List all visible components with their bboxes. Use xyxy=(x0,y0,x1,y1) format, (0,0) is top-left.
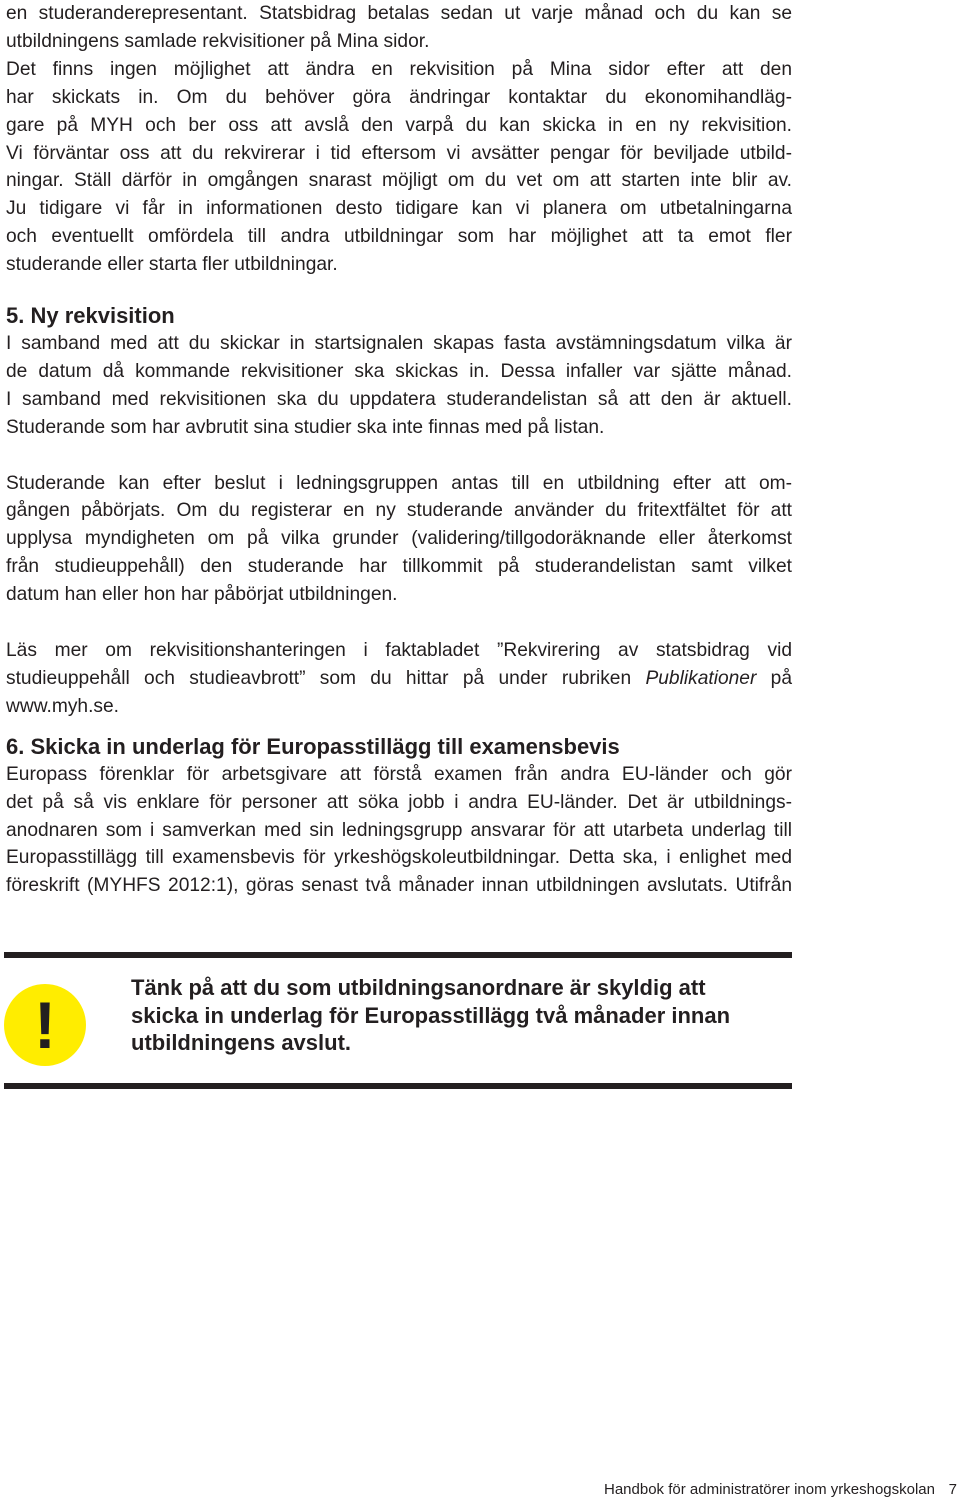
text-line: gången påbörjats. Om du registerar en ny studerande använder du fritextfältet för att xyxy=(6,500,792,522)
text-line: Europasstillägg till examensbevis för yrkeshögskoleutbildningar. Detta ska, i enlighet med xyxy=(6,847,792,869)
text-line: I samband med att du skickar in startsignalen skapas fasta avstämningsdatum vilka är xyxy=(6,333,792,355)
text-line: Vi förväntar oss att du rekvirerar i tid eftersom vi avsätter pengar för beviljade utbild- xyxy=(6,142,792,164)
text-line: Studerande kan efter beslut i ledningsgruppen antas till en utbildning efter att om- xyxy=(6,472,792,494)
text-line xyxy=(6,665,792,693)
text-line: en studeranderepresentant. Statsbidrag betalas sedan ut varje månad och du kan se xyxy=(6,3,792,24)
text-line: utbildningens avslut. xyxy=(131,1030,352,1055)
text-line: datum han eller hon har påbörjat utbildningen. xyxy=(6,584,398,606)
text-line: I samband med rekvisitionen ska du uppdatera studerandelistan så att den är aktuell. xyxy=(6,388,792,410)
website-link[interactable]: www.myh.se. xyxy=(6,695,120,717)
page-number: 7 xyxy=(948,1481,957,1498)
document-page xyxy=(6,0,792,900)
paragraph xyxy=(6,56,792,279)
text-line: skicka in underlag för Europasstillägg två månader innan xyxy=(131,1002,731,1028)
divider xyxy=(4,952,792,958)
reminder-callout xyxy=(4,952,792,1090)
text-line: Det finns ingen möjlighet att ändra en rekvisition på Mina sidor efter att den xyxy=(6,58,792,80)
text-line: från studieuppehåll) den studerande har tillkommit på studerandelistan samt vilket xyxy=(6,556,792,578)
text-line: studerande eller starta fler utbildningar. xyxy=(6,254,338,276)
divider xyxy=(4,1083,792,1089)
text-line: Europass förenklar för arbetsgivare att förstå examen från andra EU-länder och gör xyxy=(6,763,792,785)
text-line: Studerande som har avbrutit sina studier ska inte finnas med på listan. xyxy=(6,416,605,438)
publications-reference: Publikationer xyxy=(645,667,757,689)
text-line: föreskrift (MYHFS 2012:1), göras senast två månader innan utbildningen avslutats. Utifrån xyxy=(6,875,792,897)
section5-text xyxy=(6,330,792,721)
section-heading: 5. Ny rekvisition xyxy=(6,303,175,329)
text-line: gare på MYH och ber oss att avslå den varpå du kan skicka in en ny rekvisition. xyxy=(6,114,792,136)
text-fragment: på xyxy=(756,667,792,689)
paragraph xyxy=(6,470,792,610)
text-line: Ju tidigare vi får in informationen desto tidigare kan vi planera om utbetalningarna xyxy=(6,198,792,220)
text-line: upplysa myndigheten om på vilka grunder (validering/tillgodoräknande eller återkomst xyxy=(6,528,792,550)
callout-text xyxy=(131,974,791,1057)
text-line: utbildningens samlade rekvisitioner på Mina sidor. xyxy=(6,30,430,52)
footer-title: Handbok för administratörer inom yrkeshogskolan xyxy=(604,1481,935,1498)
text-line: de datum då kommande rekvisitioner ska skickas in. Dessa infaller var sjätte månad. xyxy=(6,360,792,382)
text-line: det på så vis enklare för personer att söka jobb i andra EU-länder. Det är utbildnings- xyxy=(6,791,792,813)
paragraph xyxy=(6,330,792,442)
text-line: Läs mer om rekvisitionshanteringen i faktabladet ”Rekvirering av statsbidrag vid xyxy=(6,640,792,661)
text-line: anodnaren som i samverkan med sin ledningsgrupp ansvarar för att utarbeta underlag till xyxy=(6,819,792,841)
paragraph xyxy=(6,0,792,56)
text-fragment: studieuppehåll och studieavbrott” som du hittar på under rubriken xyxy=(6,667,646,689)
exclamation-icon: ! xyxy=(4,984,86,1066)
intro-text xyxy=(6,0,792,279)
section6-text xyxy=(6,761,792,901)
paragraph xyxy=(6,761,792,901)
section-heading: 6. Skicka in underlag för Europasstillägg till examensbevis xyxy=(6,733,620,759)
text-line: Tänk på att du som utbildningsanordnare är skyldig att xyxy=(131,975,706,1000)
text-line: ningar. Ställ därför in omgången snarast möjligt om du vet om att starten inte blir av. xyxy=(6,170,792,192)
page-footer xyxy=(0,1480,960,1500)
text-line: och eventuellt omfördela till andra utbildningar som har möjlighet att ta emot fler xyxy=(6,226,792,248)
paragraph xyxy=(6,637,792,721)
text-line: har skickats in. Om du behöver göra ändringar kontaktar du ekonomihandläg- xyxy=(6,86,792,108)
